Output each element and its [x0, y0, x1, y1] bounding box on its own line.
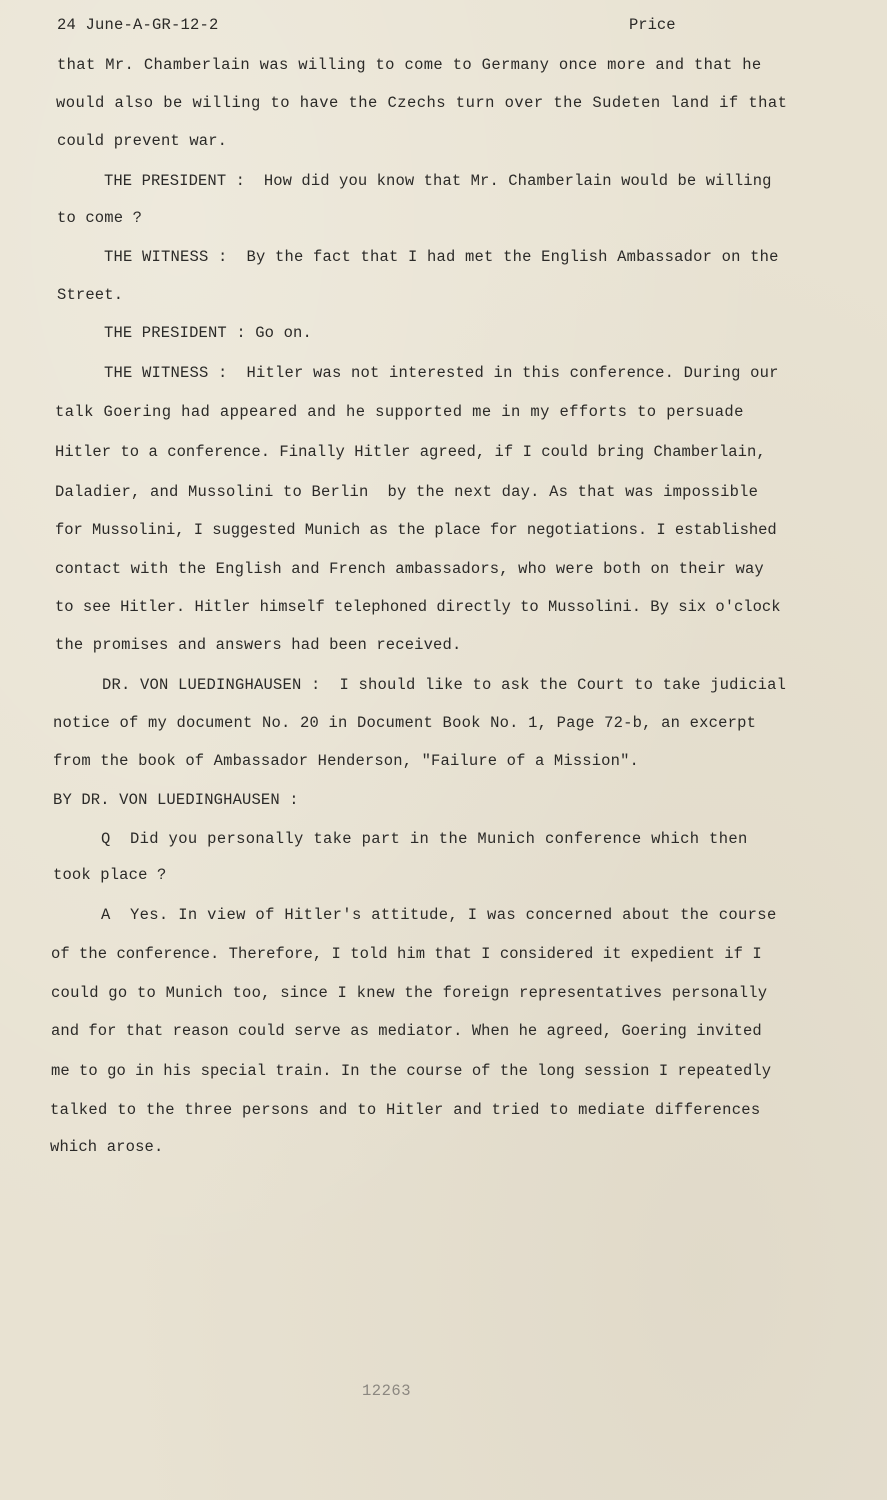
- text-line: DR. VON LUEDINGHAUSEN : I should like to ask the Court to take judicial: [102, 676, 787, 694]
- text-line: the promises and answers had been received.: [55, 636, 462, 654]
- text-line: THE WITNESS : By the fact that I had met the English Ambassador on the: [104, 248, 779, 266]
- text-line: from the book of Ambassador Henderson, "Failure of a Mission".: [53, 752, 639, 770]
- text-line: would also be willing to have the Czechs turn over the Sudeten land if that: [56, 94, 788, 112]
- text-line: Hitler to a conference. Finally Hitler agreed, if I could bring Chamberlain,: [55, 443, 766, 461]
- text-line: Street.: [57, 286, 124, 304]
- text-line: and for that reason could serve as mediator. When he agreed, Goering invited: [51, 1022, 762, 1040]
- document-reference: 24 June-A-GR-12-2: [57, 16, 219, 34]
- page-number: 12263: [362, 1382, 412, 1400]
- text-line: A Yes. In view of Hitler's attitude, I was concerned about the course: [101, 906, 777, 924]
- text-line: which arose.: [50, 1138, 164, 1156]
- text-line: THE WITNESS : Hitler was not interested in this conference. During our: [104, 364, 779, 382]
- text-line: to see Hitler. Hitler himself telephoned directly to Mussolini. By six o'clock: [55, 598, 781, 616]
- text-line: Q Did you personally take part in the Munich conference which then: [101, 830, 748, 848]
- text-line: contact with the English and French ambassadors, who were both on their way: [55, 560, 764, 578]
- text-line: took place ?: [53, 866, 167, 884]
- text-line: to come ?: [57, 209, 143, 227]
- text-line: talk Goering had appeared and he supported me in my efforts to persuade: [55, 403, 744, 421]
- speaker-name: Price: [629, 16, 676, 34]
- text-line: for Mussolini, I suggested Munich as the place for negotiations. I established: [55, 521, 777, 539]
- text-line: THE PRESIDENT : How did you know that Mr. Chamberlain would be willing: [104, 172, 772, 190]
- text-line: notice of my document No. 20 in Document Book No. 1, Page 72-b, an excerpt: [53, 714, 757, 732]
- text-line: could prevent war.: [57, 132, 228, 150]
- text-line: that Mr. Chamberlain was willing to come to Germany once more and that he: [57, 56, 762, 74]
- text-line: THE PRESIDENT : Go on.: [104, 324, 312, 342]
- text-line: talked to the three persons and to Hitler and tried to mediate differences: [50, 1101, 761, 1119]
- text-line: Daladier, and Mussolini to Berlin by the next day. As that was impossible: [55, 483, 759, 501]
- text-line: BY DR. VON LUEDINGHAUSEN :: [53, 791, 299, 809]
- text-line: me to go in his special train. In the course of the long session I repeatedly: [51, 1062, 772, 1080]
- text-line: of the conference. Therefore, I told him that I considered it expedient if I: [51, 945, 762, 963]
- text-line: could go to Munich too, since I knew the foreign representatives personally: [51, 984, 768, 1002]
